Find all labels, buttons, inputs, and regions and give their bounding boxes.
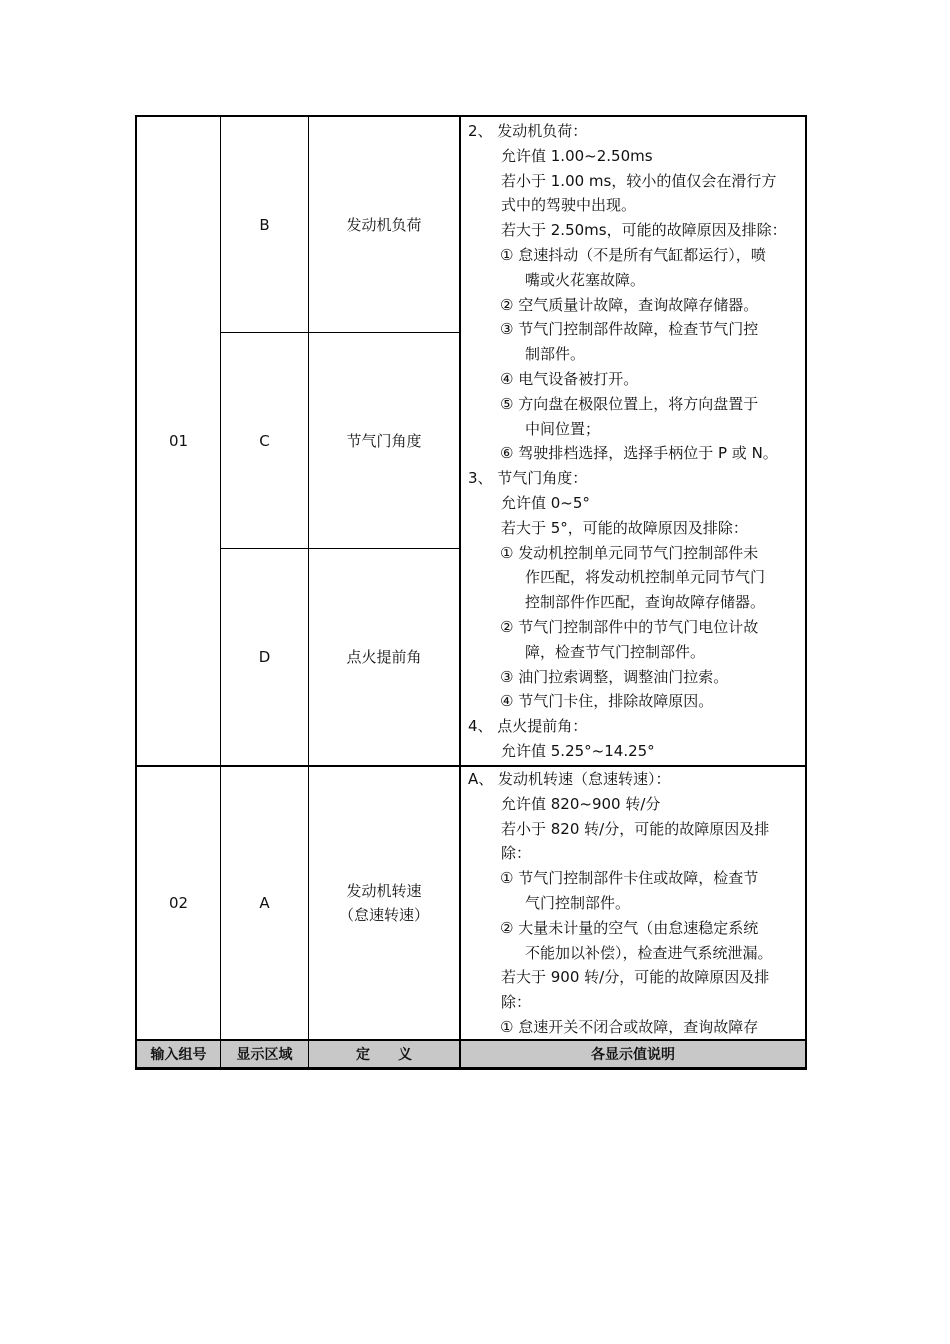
group-id-cell bbox=[137, 767, 220, 1039]
description-line: ③ 节气门控制部件故障，检查节气门控 bbox=[500, 320, 759, 339]
group-id: 02 bbox=[168, 894, 189, 912]
area-label: B bbox=[259, 215, 270, 234]
definition-cell bbox=[309, 549, 459, 765]
description-line: 不能加以补偿），检查进气系统泄漏。 bbox=[525, 943, 773, 962]
definition-line: 发动机转速 bbox=[346, 882, 422, 900]
description-line: 4、 点火提前角： bbox=[468, 717, 588, 736]
definition-cell bbox=[309, 767, 459, 1039]
description-block bbox=[468, 119, 803, 765]
description-line: ① 发动机控制单元同节气门控制部件未 bbox=[500, 543, 759, 562]
description-line: ② 大量未计量的空气（由怠速稳定系统 bbox=[500, 918, 759, 937]
area-label: D bbox=[258, 648, 271, 666]
group-id-cell bbox=[137, 117, 220, 765]
definition-cell bbox=[309, 333, 459, 548]
description-line: ④ 节气门卡住，排除故障原因。 bbox=[500, 692, 714, 711]
description-line: ④ 电气设备被打开。 bbox=[500, 370, 639, 388]
right-border bbox=[805, 115, 807, 1070]
area-cell bbox=[221, 333, 308, 548]
column-divider bbox=[459, 115, 461, 1070]
description-line: 若小于 1.00 ms，较小的值仅会在滑行方 bbox=[501, 171, 777, 190]
header-label: 输入组号 bbox=[150, 1047, 207, 1063]
description-line: 若大于 5°，可能的故障原因及排除： bbox=[501, 518, 748, 537]
definition-label: 节气门角度 bbox=[346, 431, 422, 450]
description-line: ② 空气质量计故障，查询故障存储器。 bbox=[500, 295, 759, 314]
description-line: 除： bbox=[501, 993, 532, 1012]
description-line: 控制部件作匹配，查询故障存储器。 bbox=[525, 593, 766, 612]
description-line: 障，检查节气门控制部件。 bbox=[525, 642, 706, 661]
description-line: 允许值 1.00~2.50ms bbox=[501, 146, 653, 165]
description-line: 允许值 5.25°~14.25° bbox=[501, 742, 655, 760]
header-label: 显示区域 bbox=[236, 1047, 293, 1063]
description-line: 若大于 900 转/分，可能的故障原因及排 bbox=[501, 968, 770, 987]
description-line: 作匹配，将发动机控制单元同节气门 bbox=[525, 568, 766, 587]
definition-label: 点火提前角 bbox=[346, 648, 422, 666]
description-line: 3、 节气门角度： bbox=[468, 469, 588, 488]
header-display-area bbox=[221, 1040, 308, 1068]
description-line: 2、 发动机负荷： bbox=[468, 122, 588, 140]
description-line: 嘴或火花塞故障。 bbox=[525, 270, 646, 289]
definition-cell bbox=[309, 117, 459, 332]
description-line: 除： bbox=[501, 844, 532, 863]
area-cell bbox=[221, 549, 308, 765]
description-block bbox=[468, 767, 803, 1039]
description-line: ② 节气门控制部件中的节气门电位计故 bbox=[500, 618, 759, 636]
definition-label: 发动机负荷 bbox=[346, 215, 422, 234]
area-label: C bbox=[259, 431, 270, 450]
diagnostic-table bbox=[135, 115, 807, 1070]
description-line: ① 怠速开关不闭合或故障，查询故障存 bbox=[500, 1018, 759, 1036]
description-line: 若小于 820 转/分，可能的故障原因及排 bbox=[501, 819, 770, 838]
description-line: 式中的驾驶中出现。 bbox=[501, 196, 637, 215]
description-line: 气门控制部件。 bbox=[525, 894, 631, 912]
description-line: 中间位置； bbox=[525, 419, 601, 438]
description-line: 允许值 820~900 转/分 bbox=[501, 794, 661, 813]
header-label: 定 义 bbox=[356, 1047, 412, 1063]
description-line: ① 节气门控制部件卡住或故障，检查节 bbox=[500, 869, 759, 888]
description-line: ⑥ 驾驶排档选择，选择手柄位于 P 或 N。 bbox=[500, 444, 778, 463]
header-description bbox=[461, 1040, 805, 1068]
area-label: A bbox=[259, 894, 270, 912]
area-cell bbox=[221, 767, 308, 1039]
description-line: 制部件。 bbox=[525, 345, 586, 364]
description-line: ① 怠速抖动（不是所有气缸都运行），喷 bbox=[500, 246, 766, 264]
description-line: 允许值 0~5° bbox=[501, 494, 590, 512]
description-line: ③ 油门拉索调整，调整油门拉索。 bbox=[500, 667, 729, 686]
description-line: A、 发动机转速（怠速转速）： bbox=[468, 770, 671, 788]
description-line: ⑤ 方向盘在极限位置上，将方向盘置于 bbox=[500, 394, 759, 413]
header-label: 各显示值说明 bbox=[591, 1047, 675, 1063]
group-id: 01 bbox=[168, 432, 189, 450]
description-line: 若大于 2.50ms，可能的故障原因及排除： bbox=[501, 221, 787, 240]
header-definition bbox=[309, 1040, 459, 1068]
area-cell bbox=[221, 117, 308, 332]
definition-line: （怠速转速） bbox=[338, 906, 429, 924]
header-input-group bbox=[137, 1040, 220, 1068]
